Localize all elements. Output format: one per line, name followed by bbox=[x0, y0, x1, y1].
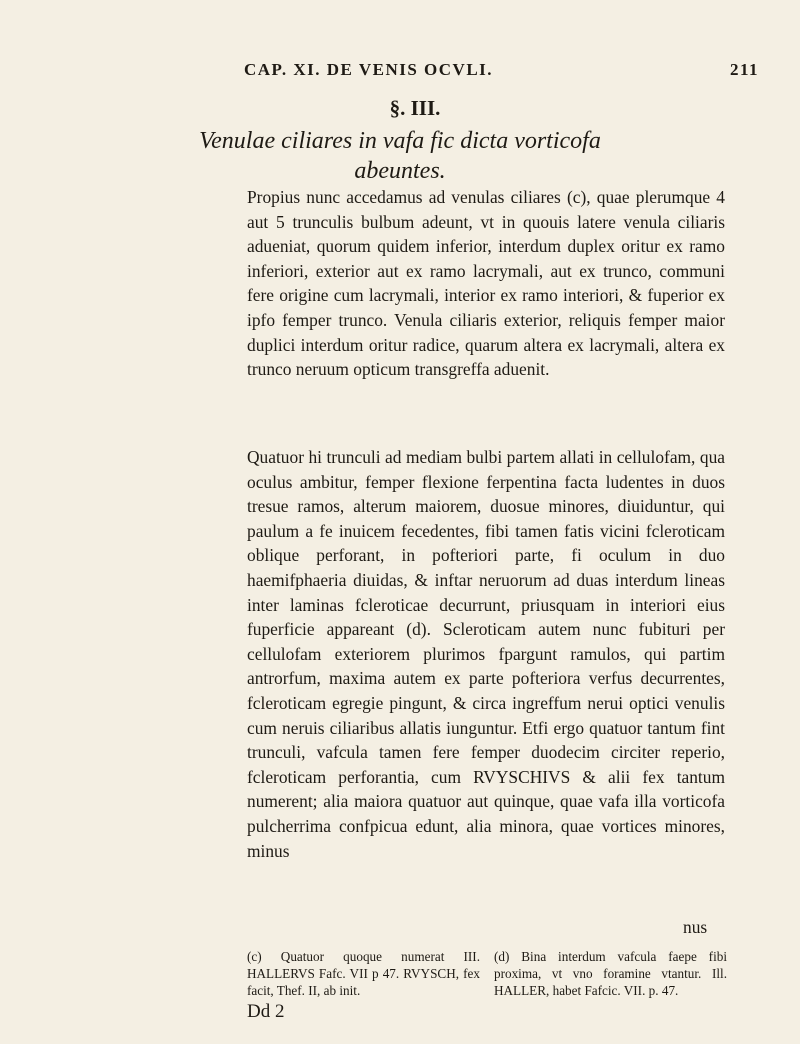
section-heading: §. III. bbox=[389, 96, 441, 120]
subtitle-line: Venulae ciliares in vafa fic dicta vorticofa bbox=[199, 128, 601, 154]
catchword: nus bbox=[683, 917, 708, 937]
running-header bbox=[0, 58, 800, 82]
page-number: 211 bbox=[730, 60, 760, 79]
footnote: (c) Quatuor quoque numerat III. HALLERVS Fafc. VII p 47. RVYSCH, fex facit, Thef. II, ab init. bbox=[247, 949, 480, 998]
paragraph: Quatuor hi trunculi ad mediam bulbi partem allati in cellulofam, qua oculus ambitur, femper flexione ferpentina facta ludentes in duos tresue ramos, alterum maiorem, duosue minores, diuiduntur, qui paulum a fe inuicem fecedentes, fibi tamen fatis vicini fcleroticam oblique perforant, in pofteriori parte, fi oculum in duo haemifphaeria diuidas, & inftar neruorum ad duas interdum lineas inter laminas fcleroticae decurrunt, priusquam in interiori eius fuperficie appareant (d). Scleroticam autem nunc fubituri per cellulofam exteriorem plurimos fpargunt ramulos, qui partim antrorfum, maxima autem ex parte pofteriora verfus decurrentes, fcleroticam egregie pingunt, & circa ingreffum nerui optici venulis cum neruis ciliaribus allatis iunguntur. Etfi ergo quatuor tantum fint trunculi, vafcula tamen fere femper duodecim circiter reperio, fcleroticam perforantia, cum RVYSCHIVS & alii fex tantum numerent; alia maiora quatuor aut quinque, quae vafa illa vorticofa pulcherrima confpicua edunt, alia minora, quae vortices minores, minus bbox=[247, 447, 725, 861]
section-subtitle bbox=[0, 126, 800, 186]
subtitle-line: abeuntes. bbox=[354, 158, 446, 184]
running-title: CAP. XI. DE VENIS OCVLI. bbox=[244, 60, 494, 79]
paragraph: Propius nunc accedamus ad venulas ciliares (c), quae plerumque 4 aut 5 trunculis bulbum adeunt, vt in quouis latere venula ciliaris adueniat, quorum quidem inferior, interdum duplex oritur ex ramo inferiori, exterior aut ex ramo lacrymali, aut ex trunco, communi fere origine cum lacrymali, interior ex ramo interiori, & fuperior ex ipfo femper trunco. Venula ciliaris exterior, reliquis femper maior duplici interdum oritur radice, quarum altera ex lacrymali, altera ex trunco neruum opticum transgreffa aduenit. bbox=[247, 187, 725, 380]
footnote: (d) Bina interdum vafcula faepe fibi proxima, vt vno foramine vtantur. Ill. HALLER, habet Fafcic. VII. p. 47. bbox=[494, 949, 727, 998]
footnotes bbox=[247, 948, 727, 999]
signature-mark: Dd 2 bbox=[247, 1001, 285, 1022]
